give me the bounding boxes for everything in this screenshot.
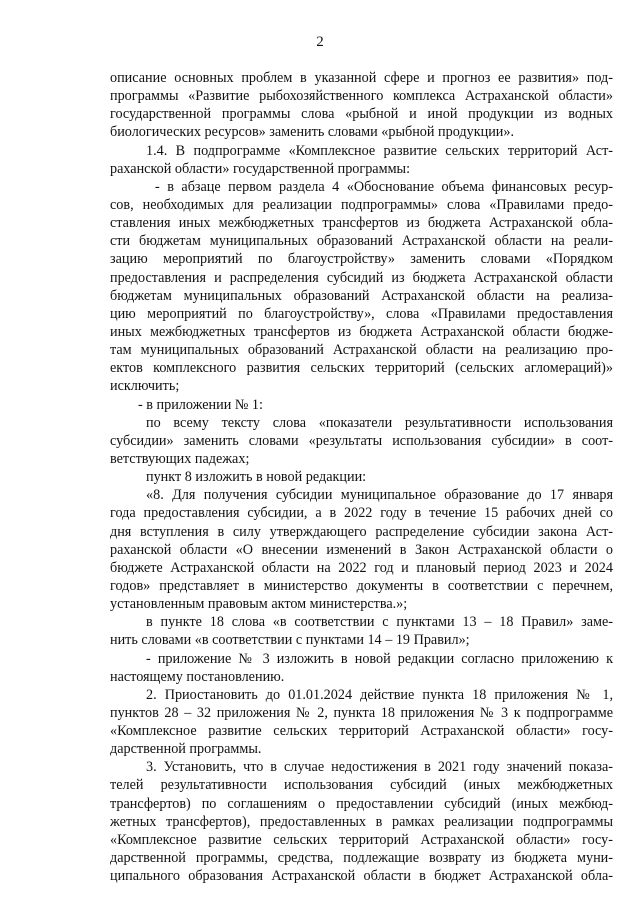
text-line: субсидии» заменить словами «результаты использования субсидии» в соот-: [110, 432, 613, 449]
text-line: ектов комплексного развития сельских территорий (сельских агломераций)»: [110, 360, 613, 377]
text-line: ципального образования Астраханской области в бюджет Астраханской обла-: [110, 868, 613, 885]
text-line: цию мероприятий по благоустройству», слова «Правилами предоставления: [110, 305, 613, 322]
text-line: жетных трансфертов), предоставленных в рамках реализации подпрограммы: [110, 813, 613, 830]
text-line: бюджетам муниципальных образований Астраханской области на реализа-: [110, 287, 613, 304]
text-line: дарственной программы, средства, подлежащие возврату из бюджета муни-: [110, 850, 613, 867]
text-line: раханской области» государственной программы:: [110, 160, 411, 177]
text-line: телей результативности использования субсидий (иных межбюджетных: [110, 777, 613, 794]
text-line: по всему тексту слова «показатели результативности использования: [146, 414, 613, 431]
text-line: 1.4. В подпрограмме «Комплексное развитие сельских территорий Аст-: [146, 142, 613, 159]
text-line: раханской области «О внесении изменений в Закон Астраханской области о: [110, 541, 613, 558]
text-line: зацию мероприятий по благоустройству» заменить словами «Порядком: [110, 251, 613, 268]
text-line: трансфертов) по соглашениям о предоставлении субсидий (иных межбюд-: [110, 795, 613, 812]
text-line: биологических ресурсов» заменить словами «рыбной продукции».: [110, 124, 515, 141]
text-line: исключить;: [110, 378, 180, 395]
text-line: сти бюджетам муниципальных образований Астраханской области на реали-: [110, 233, 613, 250]
text-line: «Комплексное развитие сельских территорий Астраханской области» госу-: [110, 831, 613, 848]
text-line: «8. Для получения субсидии муниципальное образование до 17 января: [146, 487, 613, 504]
text-line: 2. Приостановить до 01.01.2024 действие пункта 18 приложения № 1,: [146, 686, 613, 703]
text-line: описание основных проблем в указанной сфере и прогноз ее развития» под-: [110, 70, 613, 86]
text-line: пунктов 28 – 32 приложения № 2, пункта 18 приложения № 3 к подпрограмме: [110, 704, 613, 721]
text-line: там муниципальных образований Астраханской области на реализацию про-: [110, 342, 613, 359]
text-line: бюджете Астраханской области на 2022 год и плановый период 2023 и 2024: [110, 559, 613, 576]
text-line: пункт 8 изложить в новой редакции:: [146, 469, 367, 486]
text-line: сов, необходимых для реализации подпрограммы» слова «Правилами предо-: [110, 196, 613, 213]
text-line: - в приложении № 1:: [138, 396, 263, 413]
text-line: предоставления и распределения субсидий из бюджета Астраханской области: [110, 269, 613, 286]
text-line: государственной программы слова «рыбной и иной продукции из водных: [110, 106, 613, 123]
text-line: иных межбюджетных трансфертов из бюджета Астраханской области бюдже-: [110, 323, 613, 340]
text-line: дарственной программы.: [110, 741, 262, 758]
text-line: нить словами «в соответствии с пунктами 14 – 19 Правил»;: [110, 632, 470, 649]
text-line: в пункте 18 слова «в соответствии с пунктами 13 – 18 Правил» заме-: [146, 614, 613, 631]
text-line: 3. Установить, что в случае недостижения в 2021 году значений показа-: [146, 759, 613, 776]
text-line: - приложение № 3 изложить в новой редакции согласно приложению к: [146, 650, 613, 667]
text-line: года предоставления субсидии, а в 2022 году в течение 15 рабочих дней со: [110, 505, 613, 522]
text-line: ветствующих падежах;: [110, 450, 250, 467]
text-line: установленным правовым актом министерства.»;: [110, 596, 408, 613]
text-line: настоящему постановлению.: [110, 668, 285, 685]
text-line: годов» представляет в министерство документы в соответствии с перечнем,: [110, 577, 613, 594]
page-number: 2: [316, 34, 324, 50]
document-body: [110, 69, 613, 885]
text-line: программы «Развитие рыбохозяйственного комплекса Астраханской области»: [110, 88, 613, 105]
text-line: - в абзаце первом раздела 4 «Обоснование объема финансовых ресур-: [155, 178, 613, 195]
text-line: «Комплексное развитие сельских территорий Астраханской области» госу-: [110, 723, 613, 740]
text-line: дня вступления в силу утверждающего распределение субсидии закона Аст-: [110, 523, 613, 540]
text-line: ставления иных межбюджетных трансфертов из бюджета Астраханской обла-: [110, 215, 613, 232]
